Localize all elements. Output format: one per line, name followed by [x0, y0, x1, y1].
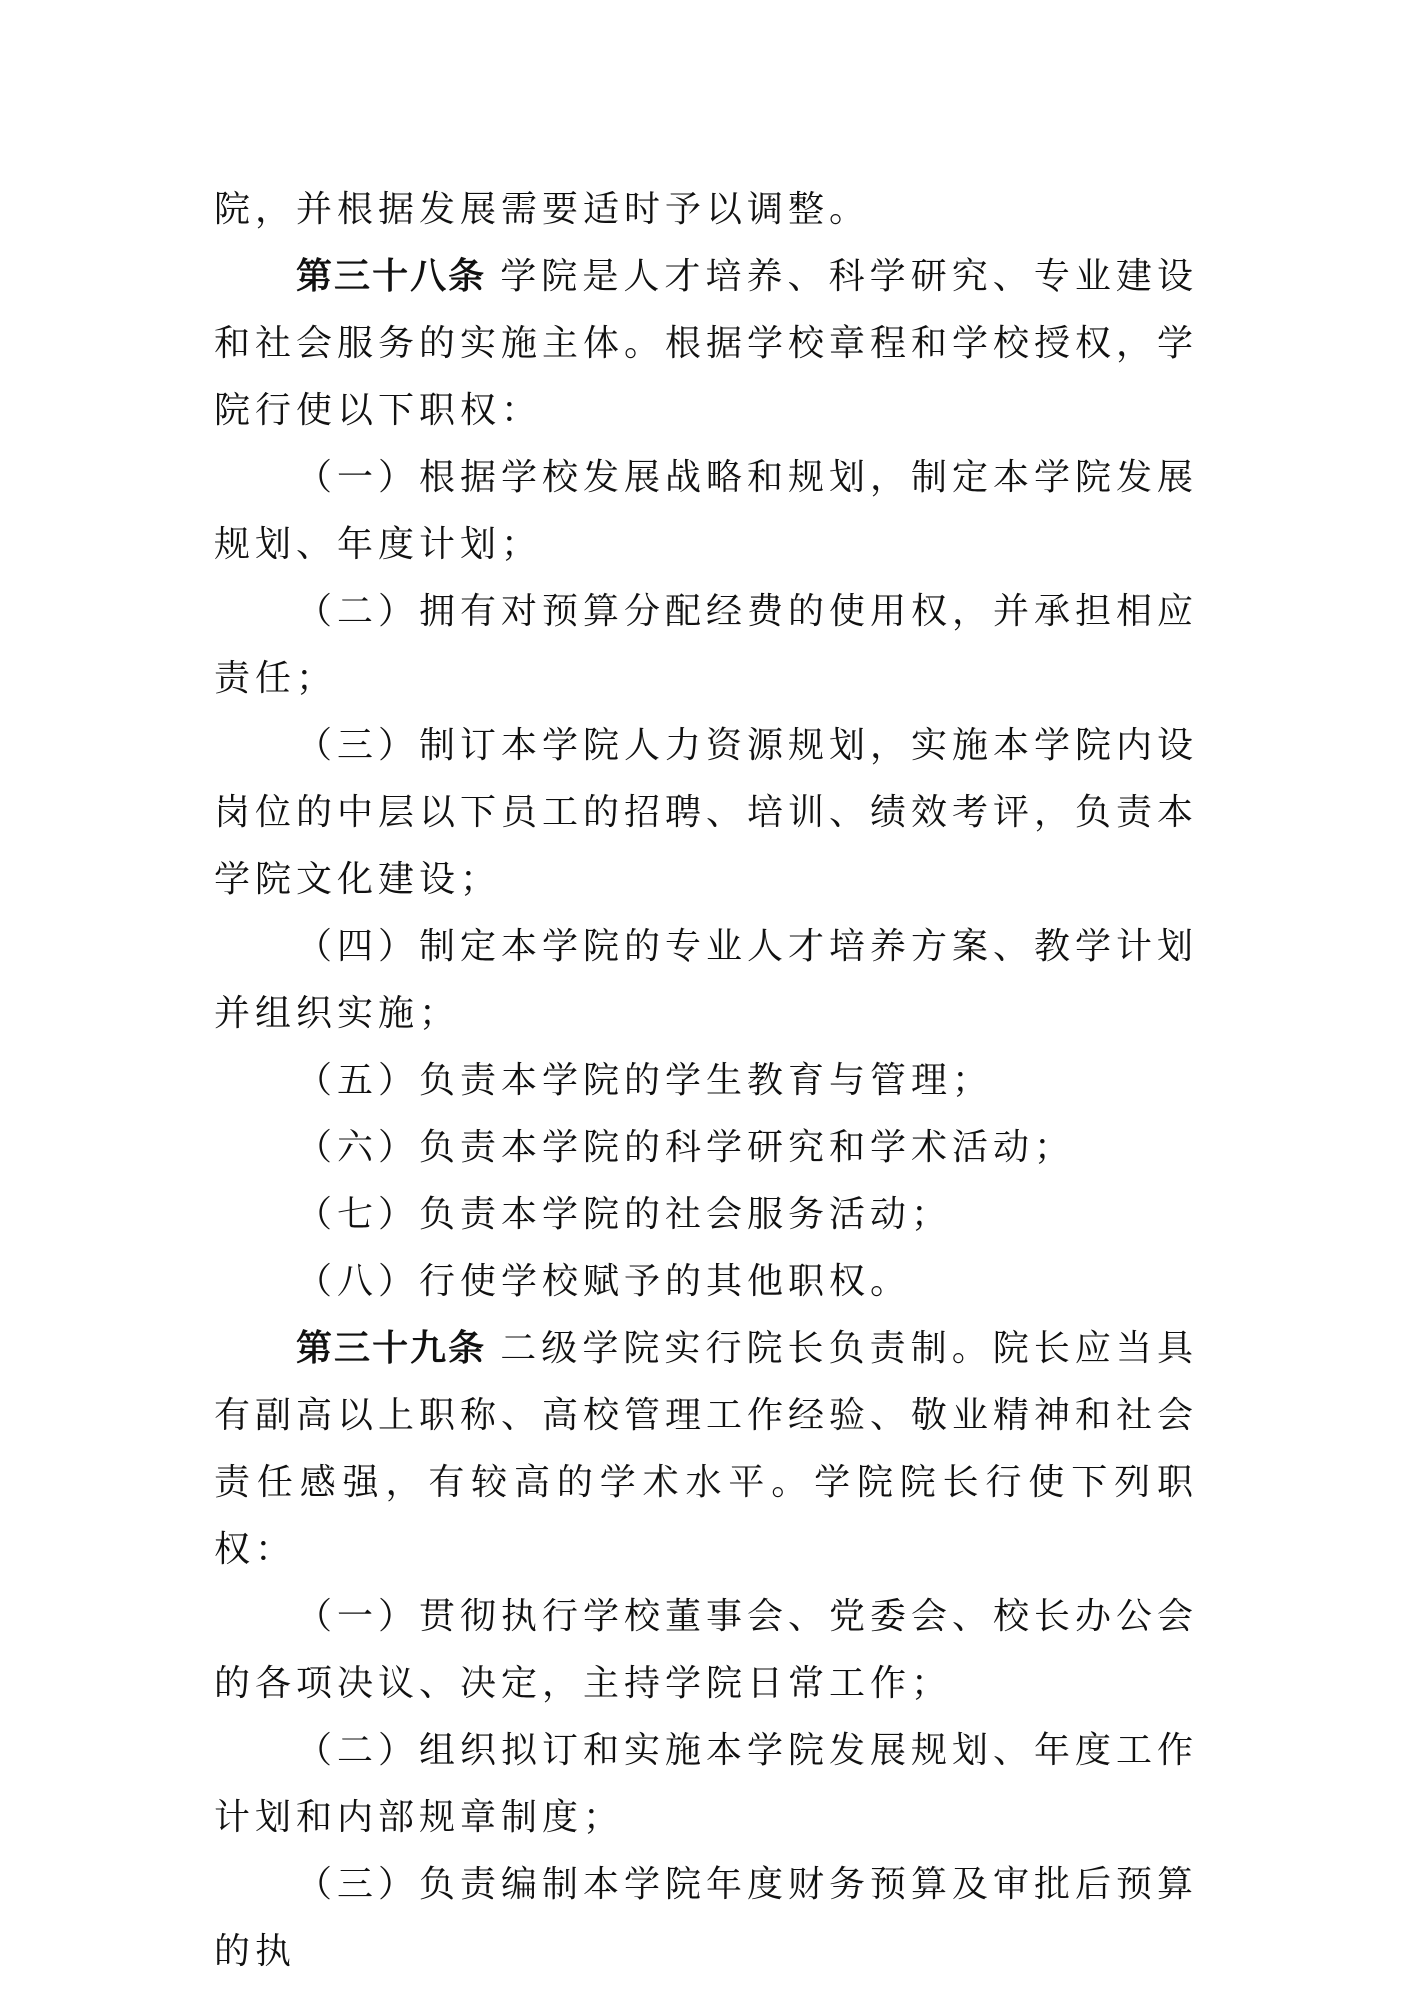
article-39-heading: 第三十九条	[296, 1328, 487, 1369]
document-body	[214, 176, 1198, 1985]
article-38-item-7: （七）负责本学院的社会服务活动；	[296, 1194, 953, 1235]
article-38-item-2: （二）拥有对预算分配经费的使用权，并承担相应责任；	[214, 591, 1199, 699]
article-38-text: 学院是人才培养、科学研究、专业建设和社会服务的实施主体。根据学校章程和学校授权，学院行使以下职权：	[214, 256, 1199, 431]
article-38-paragraph	[214, 243, 1198, 444]
article-38-item-4: （四）制定本学院的专业人才培养方案、教学计划并组织实施；	[214, 926, 1199, 1034]
article-39-paragraph	[214, 1315, 1198, 1583]
article-38-item-5: （五）负责本学院的学生教育与管理；	[296, 1060, 994, 1101]
article-38-item-8: （八）行使学校赋予的其他职权。	[296, 1261, 912, 1302]
continuation-paragraph: 院，并根据发展需要适时予以调整。	[214, 189, 871, 230]
article-38-item-3: （三）制订本学院人力资源规划，实施本学院内设岗位的中层以下员工的招聘、培训、绩效考评，负责本学院文化建设；	[214, 725, 1199, 900]
article-38-item-6: （六）负责本学院的科学研究和学术活动；	[296, 1127, 1076, 1168]
article-39-text: 二级学院实行院长负责制。院长应当具有副高以上职称、高校管理工作经验、敬业精神和社会责任感强，有较高的学术水平。学院院长行使下列职权：	[214, 1328, 1199, 1570]
article-39-item-2: （二）组织拟订和实施本学院发展规划、年度工作计划和内部规章制度；	[214, 1730, 1199, 1838]
article-38-heading: 第三十八条	[296, 256, 487, 297]
article-39-item-3: （三）负责编制本学院年度财务预算及审批后预算的执	[214, 1864, 1199, 1972]
article-39-item-1: （一）贯彻执行学校董事会、党委会、校长办公会的各项决议、决定，主持学院日常工作；	[214, 1596, 1199, 1704]
article-38-item-1: （一）根据学校发展战略和规划，制定本学院发展规划、年度计划；	[214, 457, 1199, 565]
